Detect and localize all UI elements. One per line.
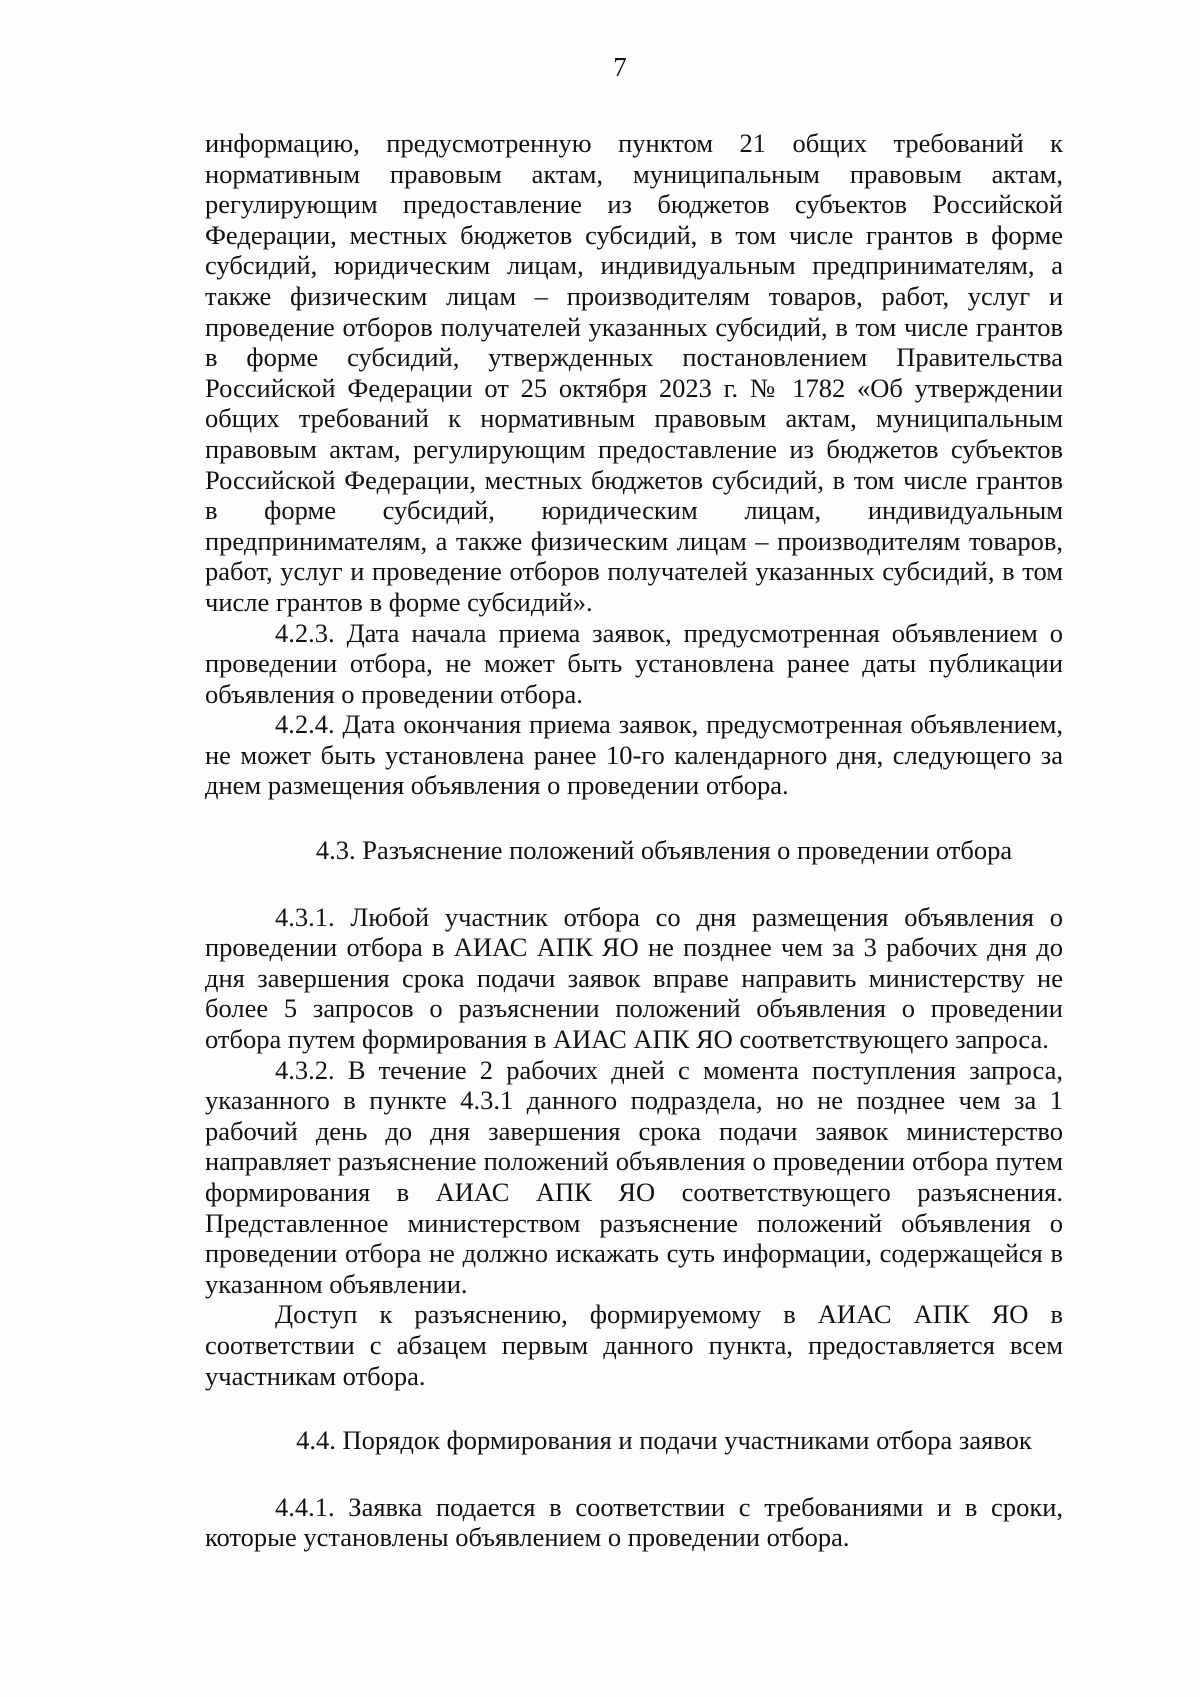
document-body: [205, 128, 1063, 1553]
page-number: 7: [613, 52, 627, 82]
paragraph-access: Доступ к разъяснению, формируемому в АИАС АПК ЯО в соответствии с абзацем первым данного пункта, предоставляется всем участникам отбора.: [205, 1299, 1063, 1391]
paragraph-4-2-3: 4.2.3. Дата начала приема заявок, предусмотренная объявлением о проведении отбора, не может быть установлена ранее даты публикации объявления о проведении отбора.: [205, 617, 1063, 709]
paragraph-4-3-2: 4.3.2. В течение 2 рабочих дней с момента поступления запроса, указанного в пункте 4.3.1 данного подраздела, но не позднее чем за 1 рабочий день до дня завершения срока подачи заявок министерство направляет разъяснение положений объявления о проведении отбора путем формирования в АИАС АПК ЯО соответствующего разъяснения. Представленное министерством разъяснение положений объявления о проведении отбора не должно искажать суть информации, содержащейся в указанном объявлении.: [205, 1054, 1063, 1299]
section-heading-4-3: 4.3. Разъяснение положений объявления о проведении отбора: [315, 835, 1013, 866]
paragraph-continuation: информацию, предусмотренную пунктом 21 общих требований к нормативным правовым актам, муниципальным правовым актам, регулирующим предоставление из бюджетов субъектов Российской Федерации, местных бюджетов субсидий, в том числе грантов в форме субсидий, юридическим лицам, индивидуальным предпринимателям, а также физическим лицам – производителям товаров, работ, услуг и проведение отборов получателей указанных субсидий, в том числе грантов в форме субсидий, утвержденных постановлением Правительства Российской Федерации от 25 октября 2023 г. № 1782 «Об утверждении общих требований к нормативным правовым актам, муниципальным правовым актам, регулирующим предоставление из бюджетов субъектов Российской Федерации, местных бюджетов субсидий, в том числе грантов в форме субсидий, юридическим лицам, индивидуальным предпринимателям, а также физическим лицам – производителям товаров, работ, услуг и проведение отборов получателей указанных субсидий, в том числе грантов в форме субсидий».: [205, 128, 1063, 617]
paragraph-4-3-1: 4.3.1. Любой участник отбора со дня размещения объявления о проведении отбора в АИАС АПК ЯО не позднее чем за 3 рабочих дня до дня завершения срока подачи заявок вправе направить министерству не более 5 запросов о разъяснении положений объявления о проведении отбора путем формирования в АИАС АПК ЯО соответствующего запроса.: [205, 901, 1063, 1055]
section-heading-4-4: 4.4. Порядок формирования и подачи участниками отбора заявок: [296, 1425, 1032, 1456]
paragraph-4-2-4: 4.2.4. Дата окончания приема заявок, предусмотренная объявлением, не может быть установлена ранее 10-го календарного дня, следующего за днем размещения объявления о проведении отбора.: [205, 709, 1063, 801]
paragraph-4-4-1: 4.4.1. Заявка подается в соответствии с требованиями и в сроки, которые установлены объявлением о проведении отбора.: [205, 1491, 1063, 1553]
